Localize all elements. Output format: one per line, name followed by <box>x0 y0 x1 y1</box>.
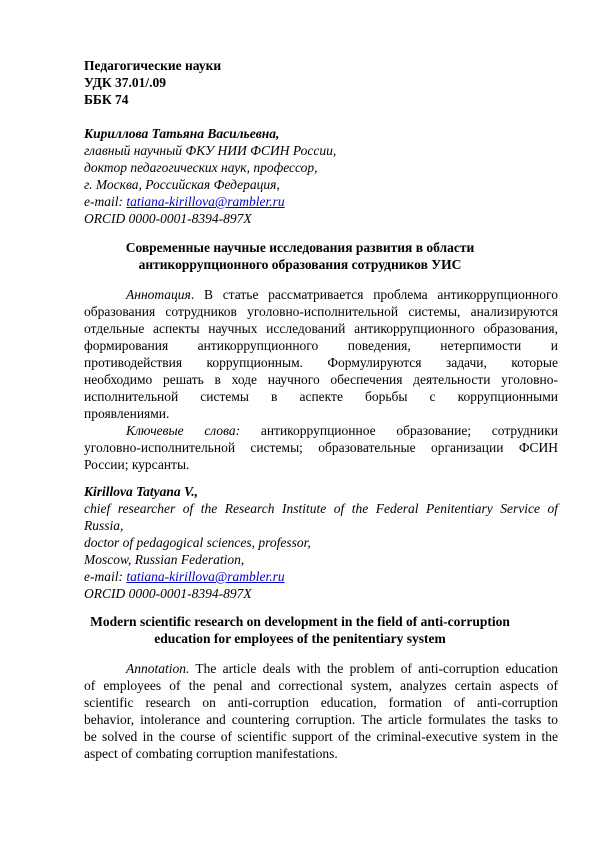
article-title-ru-line2: антикоррупционного образования сотрудников УИС <box>138 257 462 272</box>
bbk-code: ББК 74 <box>84 92 129 107</box>
author-orcid-ru: ORCID 0000-0001-8394-897X <box>84 211 252 226</box>
author-position-en-line1: chief researcher of the Research Institute of the Federal Penitentiary Service of <box>84 501 558 516</box>
abstract-ru-line: необходимо решать в ходе научного обеспечения деятельности уголовно- <box>84 372 558 387</box>
email-link-ru[interactable]: tatiana-kirillova@rambler.ru <box>126 194 285 209</box>
author-position-en-line2: Russia, <box>84 518 124 533</box>
author-name-en: Kirillova Tatyana V., <box>84 484 199 499</box>
abstract-ru-line: отдельные аспекты научных исследований антикоррупционного образования, <box>84 321 558 336</box>
author-city-en: Moscow, Russian Federation, <box>84 552 245 567</box>
abstract-en-line: aspect of combating corruption manifestations. <box>84 746 338 761</box>
abstract-ru-line: противодействия коррупционным. Формулируются задачи, которые <box>84 355 558 370</box>
email-label-en: e-mail: <box>84 569 127 584</box>
abstract-ru-line: проявлениями. <box>84 406 170 421</box>
abstract-en-label: Annotation. <box>126 661 190 676</box>
email-link-en[interactable]: tatiana-kirillova@rambler.ru <box>126 569 285 584</box>
author-orcid-en: ORCID 0000-0001-8394-897X <box>84 586 252 601</box>
author-email-ru <box>84 194 285 210</box>
abstract-en-line: behavior, intolerance and countering corruption. The article formulates the tasks to <box>84 712 558 727</box>
abstract-ru-line: исполнительной системы в аспекте борьбы с коррупционными <box>84 389 558 404</box>
email-label-ru: e-mail: <box>84 194 127 209</box>
author-position-ru: главный научный ФКУ НИИ ФСИН России, <box>84 143 337 158</box>
abstract-ru-line: формирования антикоррупционного поведения, нетерпимости и <box>84 338 558 353</box>
keywords-ru-line: России; курсанты. <box>84 457 190 472</box>
article-title-en-line2: education for employees of the penitentiary system <box>154 631 446 646</box>
udk-code: УДК 37.01/.09 <box>84 75 166 90</box>
author-degree-en: doctor of pedagogical sciences, professor, <box>84 535 311 550</box>
abstract-en-line: be solved in the course of scientific support of the criminal-executive system in the <box>84 729 558 744</box>
abstract-en-line: Annotation. The article deals with the problem of anti-corruption education <box>126 661 558 676</box>
abstract-ru-line: образования сотрудников уголовно-исполнительной системы, анализируются <box>84 304 558 319</box>
author-email-en <box>84 569 285 585</box>
author-name-ru: Кириллова Татьяна Васильевна, <box>84 126 280 141</box>
abstract-ru-label: Аннотация <box>126 287 191 302</box>
keywords-ru-label: Ключевые слова: <box>126 423 241 438</box>
abstract-ru-line: Аннотация. В статье рассматривается проблема антикоррупционного <box>126 287 558 302</box>
keywords-ru-line: Ключевые слова: антикоррупционное образование; сотрудники <box>126 423 558 438</box>
article-title-ru-line1: Современные научные исследования развития в области <box>125 240 475 255</box>
scientific-field: Педагогические науки <box>84 58 222 73</box>
abstract-en-line: of employees of the penal and correctional system, analyzes certain aspects of <box>84 678 558 693</box>
abstract-en-line: scientific research on anti-corruption education, formation of anti-corruption <box>84 695 558 710</box>
article-title-en-line1: Modern scientific research on development in the field of anti-corruption <box>90 614 510 629</box>
author-city-ru: г. Москва, Российская Федерация, <box>84 177 280 192</box>
author-degree-ru: доктор педагогических наук, профессор, <box>84 160 318 175</box>
keywords-ru-line: уголовно-исполнительной системы; образовательные организации ФСИН <box>84 440 558 455</box>
